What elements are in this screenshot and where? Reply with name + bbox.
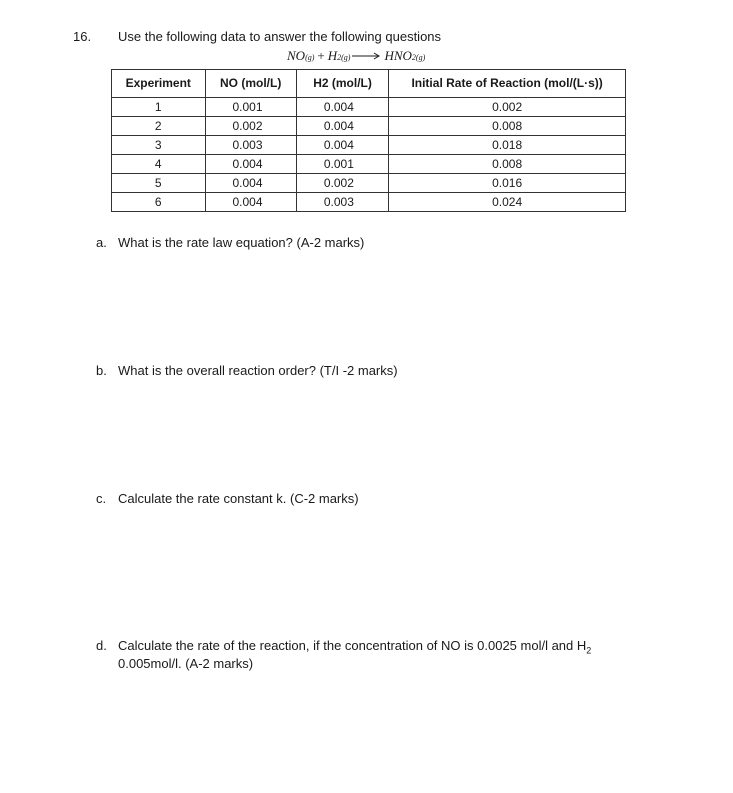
cell-h2: 0.004 (296, 98, 388, 117)
cell-experiment: 6 (112, 193, 206, 212)
part-d-line1-main: Calculate the rate of the reaction, if the concentration of NO is 0.0025 mol/l and H (118, 638, 587, 653)
product-hno2-state: 2(g) (411, 53, 426, 62)
cell-rate: 0.024 (389, 193, 626, 212)
cell-rate: 0.016 (389, 174, 626, 193)
cell-no: 0.004 (205, 155, 296, 174)
cell-no: 0.001 (205, 98, 296, 117)
reactant-h2: H (327, 48, 338, 63)
header-initial-rate: Initial Rate of Reaction (mol/(L·s)) (389, 70, 626, 98)
header-experiment: Experiment (112, 70, 206, 98)
part-a-text: What is the rate law equation? (A-2 marks) (118, 235, 365, 250)
cell-no: 0.004 (205, 174, 296, 193)
table-header-row (112, 70, 626, 98)
reactant-h2-state: 2(g) (337, 53, 351, 62)
table-row (112, 174, 626, 193)
cell-experiment: 3 (112, 136, 206, 155)
question-intro: Use the following data to answer the following questions (118, 29, 442, 44)
product-hno2: HNO (384, 48, 412, 63)
cell-h2: 0.001 (296, 155, 388, 174)
cell-h2: 0.004 (296, 136, 388, 155)
part-c-text: Calculate the rate constant k. (C-2 marks) (118, 491, 359, 506)
cell-experiment: 2 (112, 117, 206, 136)
reaction-arrow-icon (352, 50, 382, 60)
part-d-line1-subscript: 2 (586, 645, 592, 656)
rate-data-table (111, 69, 626, 212)
cell-no: 0.002 (205, 117, 296, 136)
table-row (112, 98, 626, 117)
cell-h2: 0.003 (296, 193, 388, 212)
reactant-no: NO (287, 48, 306, 63)
cell-rate: 0.008 (389, 155, 626, 174)
part-b-text: What is the overall reaction order? (T/I -2 marks) (118, 363, 398, 378)
part-c-letter: c. (96, 491, 107, 506)
cell-experiment: 1 (112, 98, 206, 117)
cell-experiment: 4 (112, 155, 206, 174)
question-number: 16. (73, 29, 92, 44)
table-row (112, 136, 626, 155)
cell-rate: 0.002 (389, 98, 626, 117)
table-row (112, 117, 626, 136)
cell-h2: 0.004 (296, 117, 388, 136)
part-a-letter: a. (96, 235, 107, 250)
chemical-equation (287, 48, 425, 64)
cell-h2: 0.002 (296, 174, 388, 193)
cell-no: 0.004 (205, 193, 296, 212)
cell-no: 0.003 (205, 136, 296, 155)
part-b-letter: b. (96, 363, 107, 378)
cell-rate: 0.008 (389, 117, 626, 136)
cell-experiment: 5 (112, 174, 206, 193)
header-no-concentration: NO (mol/L) (205, 70, 296, 98)
header-h2-concentration: H2 (mol/L) (296, 70, 388, 98)
table-row (112, 193, 626, 212)
table-row (112, 155, 626, 174)
plus-sign: + (317, 48, 325, 63)
reactant-no-state: (g) (305, 53, 315, 62)
cell-rate: 0.018 (389, 136, 626, 155)
part-d-letter: d. (96, 638, 107, 653)
part-d-text-line2: 0.005mol/l. (A-2 marks) (118, 656, 254, 671)
